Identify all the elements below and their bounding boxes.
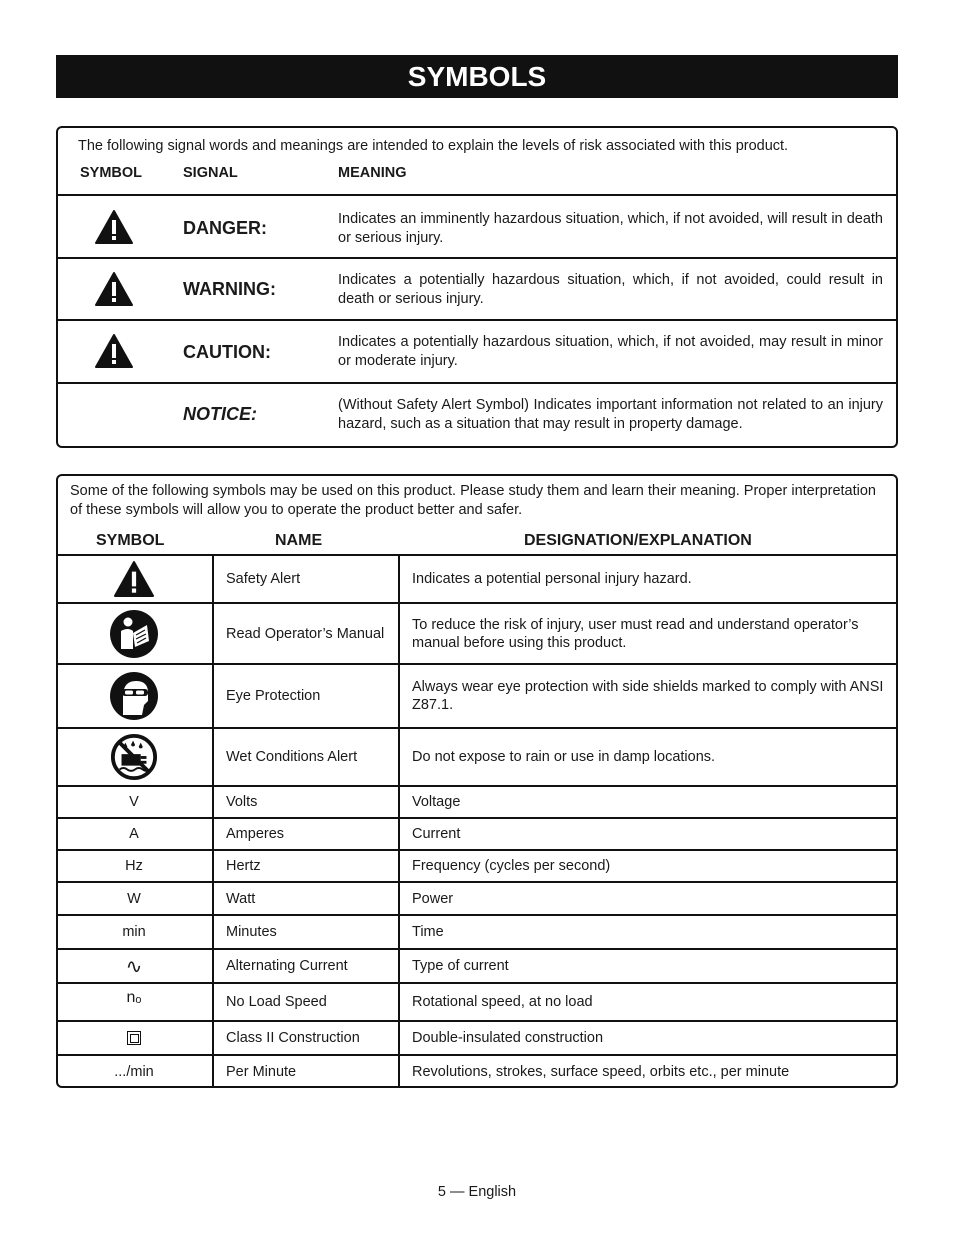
- header-symbol: SYMBOL: [80, 165, 143, 181]
- symbol-designation: Do not expose to rain or use in damp locations.: [412, 749, 716, 765]
- symbol-name: Class II Construction: [226, 1030, 360, 1046]
- symbol-name: Per Minute: [226, 1064, 297, 1080]
- symbol-name: Minutes: [226, 924, 277, 940]
- symbol-name: Safety Alert: [226, 571, 301, 587]
- symbol-name: Read Operator’s Manual: [226, 625, 385, 642]
- table-row: [58, 881, 896, 914]
- table-row: [58, 982, 896, 1020]
- read-manual-icon: [109, 609, 159, 659]
- signal-word: DANGER:: [183, 218, 267, 238]
- symbol-name: Wet Conditions Alert: [226, 749, 358, 765]
- symbol-designation: Time: [412, 924, 444, 940]
- header-name: NAME: [275, 532, 323, 549]
- signal-word: NOTICE:: [183, 404, 257, 424]
- signal-intro: The following signal words and meanings are intended to explain the levels of risk associated with this product.: [78, 138, 789, 154]
- table-row: [58, 948, 896, 982]
- signal-meaning: Indicates a potentially hazardous situation, which, if not avoided, may result in minor or moderate injury.: [338, 334, 883, 369]
- symbol-designation: Revolutions, strokes, surface speed, orbits etc., per minute: [412, 1064, 790, 1080]
- signal-row-warning: [58, 257, 896, 319]
- symbol-name: Amperes: [226, 826, 285, 842]
- symbol-designation: Current: [412, 826, 461, 842]
- warning-triangle-icon: [94, 209, 134, 245]
- table-row: [58, 554, 896, 602]
- symbols-intro: Some of the following symbols may be used on this product. Please study them and learn their meaning. Proper interpretation of these symbols will allow you to operate the product better and safer.: [70, 483, 876, 518]
- symbol-text: .../min: [114, 1064, 154, 1080]
- header-meaning: MEANING: [338, 165, 407, 181]
- page-title: SYMBOLS: [56, 55, 898, 98]
- symbol-designation: Voltage: [412, 794, 461, 810]
- signal-meaning: (Without Safety Alert Symbol) Indicates important information not related to an injury hazard, such as a situation that may result in property damage.: [338, 397, 883, 432]
- symbol-text: V: [129, 794, 139, 810]
- table-row: [58, 663, 896, 727]
- table-row: [58, 914, 896, 948]
- header-designation: DESIGNATION/EXPLANATION: [524, 532, 752, 549]
- symbol-text: A: [129, 826, 139, 842]
- table-row: [58, 785, 896, 817]
- warning-triangle-icon: [94, 271, 134, 307]
- symbol-name: No Load Speed: [226, 994, 327, 1010]
- symbol-designation: Power: [412, 890, 454, 907]
- symbol-designation: Rotational speed, at no load: [412, 994, 593, 1010]
- symbol-name: Watt: [226, 890, 256, 907]
- table-row: [58, 849, 896, 881]
- symbol-name: Alternating Current: [226, 958, 348, 974]
- page-footer: 5 — English: [437, 1184, 517, 1200]
- header-signal: SIGNAL: [183, 165, 238, 181]
- symbol-text: Hz: [125, 858, 143, 874]
- table-row: [58, 602, 896, 663]
- table-row: [58, 1054, 896, 1088]
- symbol-designation: Double-insulated construction: [412, 1030, 604, 1046]
- symbol-designation: Frequency (cycles per second): [412, 858, 611, 874]
- eye-protection-icon: [109, 671, 159, 721]
- signal-row-notice: [58, 382, 896, 448]
- symbol-name: Hertz: [226, 858, 261, 874]
- symbol-name: Eye Protection: [226, 688, 321, 704]
- table-row: [58, 817, 896, 849]
- symbol-text: W: [127, 890, 141, 907]
- header-symbol: SYMBOL: [96, 532, 165, 549]
- table-row: [58, 1020, 896, 1054]
- symbol-text: min: [122, 924, 146, 940]
- class-ii-icon: [127, 1031, 141, 1045]
- symbol-designation: Always wear eye protection with side shields marked to comply with ANSI Z87.1.: [412, 679, 884, 713]
- signal-meaning: Indicates a potentially hazardous situation, which, if not avoided, could result in death or serious injury.: [338, 272, 883, 307]
- symbol-designation: Type of current: [412, 958, 509, 974]
- signal-words-box: [56, 126, 898, 448]
- signal-word: WARNING:: [183, 279, 276, 299]
- safety-alert-icon: [112, 560, 156, 598]
- symbol-designation: To reduce the risk of injury, user must read and understand operator’s manual before using this product.: [412, 616, 859, 651]
- signal-row-caution: [58, 319, 896, 382]
- symbol-name: Volts: [226, 794, 258, 810]
- symbol-designation: Indicates a potential personal injury hazard.: [412, 571, 692, 587]
- signal-row-danger: [58, 194, 896, 257]
- symbol-text: nₒ: [126, 989, 142, 1006]
- warning-triangle-icon: [94, 333, 134, 369]
- wet-conditions-icon: [110, 733, 158, 781]
- table-row: [58, 727, 896, 785]
- signal-word: CAUTION:: [183, 342, 271, 362]
- symbols-box: [56, 474, 898, 1088]
- signal-meaning: Indicates an imminently hazardous situation, which, if not avoided, will result in death or serious injury.: [338, 211, 883, 246]
- symbol-text: ∿: [125, 955, 143, 978]
